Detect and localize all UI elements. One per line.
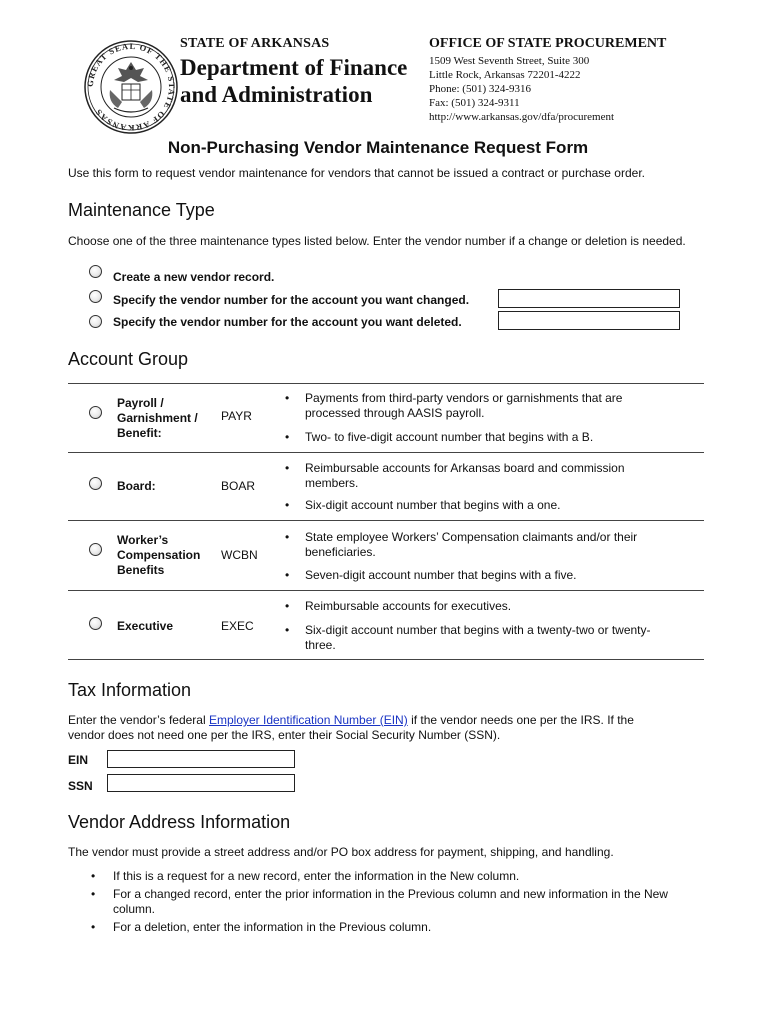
bullet-line: column. (113, 902, 156, 916)
office-name: OFFICE OF STATE PROCUREMENT (429, 36, 667, 51)
ein-link[interactable]: Employer Identification Number (EIN) (208, 713, 408, 727)
maintenance-instructions: Choose one of the three maintenance types listed below. Enter the vendor number if a change or deletion is needed. (68, 234, 686, 248)
office-phone: Phone: (501) 324-9316 (429, 83, 532, 95)
option-change-label: Specify the vendor number for the account you want changed. (113, 293, 470, 307)
bullet-line: members. (305, 476, 359, 490)
option-delete-label: Specify the vendor number for the account you want deleted. (113, 315, 462, 329)
account-group-heading: Account Group (68, 349, 189, 369)
group-boar-account-format: Six-digit account number that begins with a one. (305, 498, 561, 512)
radio-delete-vendor[interactable] (89, 315, 102, 328)
ssn-field[interactable] (107, 774, 295, 792)
bullet-marker: • (285, 623, 290, 637)
bullet-line: For a changed record, enter the prior information in the Previous column and new information in the New (113, 887, 668, 901)
radio-account-exec[interactable] (89, 617, 102, 630)
group-label-payr (117, 396, 198, 441)
radio-account-boar[interactable] (89, 477, 102, 490)
bullet-line: Payments from third-party vendors or garnishments that are (305, 391, 623, 405)
seal-text: GREAT SEAL OF THE STATE OF ARKANSAS (84, 40, 178, 134)
office-website-link[interactable]: http://www.arkansas.gov/dfa/procurement (429, 111, 615, 123)
bullet-marker: • (285, 461, 290, 475)
tax-information-heading: Tax Information (68, 680, 192, 700)
group-payr-account-format: Two- to five-digit account number that begins with a B. (305, 430, 594, 444)
address-bullet-new: If this is a request for a new record, enter the information in the New column. (113, 869, 520, 883)
group-label-line: Benefits (117, 563, 165, 577)
bullet-marker: • (91, 887, 96, 901)
office-fax: Fax: (501) 324-9311 (429, 97, 520, 109)
group-label-wcbn (117, 533, 200, 578)
radio-account-wcbn[interactable] (89, 543, 102, 556)
option-create-label: Create a new vendor record. (113, 270, 275, 284)
department-line-2: and Administration (180, 82, 373, 107)
tax-instructions (68, 713, 708, 743)
ein-label: EIN (68, 753, 89, 767)
radio-account-payr[interactable] (89, 406, 102, 419)
bullet-marker: • (285, 568, 290, 582)
group-exec-desc: Reimbursable accounts for executives. (305, 599, 512, 613)
tax-instructions-line-2: vendor does not need one per the IRS, enter their Social Security Number (SSN). (68, 728, 501, 742)
bullet-line: State employee Workers’ Compensation claimants and/or their (305, 530, 638, 544)
changed-vendor-number-field[interactable] (498, 289, 680, 308)
bullet-marker: • (91, 869, 96, 883)
office-address-1: 1509 West Seventh Street, Suite 300 (429, 55, 590, 67)
group-label-line: Garnishment / (117, 411, 198, 425)
department-line-1: Department of Finance (180, 55, 408, 80)
divider (68, 383, 704, 384)
bullet-marker: • (285, 430, 290, 444)
group-exec-account-format (305, 623, 651, 653)
group-code-boar: BOAR (221, 479, 256, 493)
bullet-marker: • (91, 920, 96, 934)
address-bullet-delete: For a deletion, enter the information in the Previous column. (113, 920, 432, 934)
bullet-marker: • (285, 530, 290, 544)
group-label-boar: Board: (117, 479, 156, 493)
form-intro: Use this form to request vendor maintenance for vendors that cannot be issued a contract or purchase order. (68, 166, 645, 180)
bullet-marker: • (285, 498, 290, 512)
bullet-line: beneficiaries. (305, 545, 376, 559)
tax-text: if the vendor needs one per the IRS. If the (407, 713, 634, 727)
group-label-exec: Executive (117, 619, 174, 633)
divider (68, 520, 704, 521)
tax-instructions-line-1 (68, 713, 708, 728)
vendor-address-intro: The vendor must provide a street address and/or PO box address for payment, shipping, and handling. (68, 845, 614, 859)
department-name (180, 54, 407, 108)
bullet-marker: • (285, 599, 290, 613)
form-title: Non-Purchasing Vendor Maintenance Request Form (167, 138, 589, 157)
bullet-line: Reimbursable accounts for Arkansas board and commission (305, 461, 625, 475)
arkansas-seal (84, 40, 178, 134)
radio-create-vendor[interactable] (89, 265, 102, 278)
group-label-line: Worker’s (117, 533, 169, 547)
group-wcbn-desc (305, 530, 637, 560)
divider (68, 659, 704, 660)
group-boar-desc (305, 461, 625, 491)
office-address-2: Little Rock, Arkansas 72201-4222 (429, 69, 581, 81)
group-wcbn-account-format: Seven-digit account number that begins with a five. (305, 568, 577, 582)
group-label-line: Payroll / (117, 396, 164, 410)
group-label-line: Compensation (117, 548, 201, 562)
address-bullet-change (113, 887, 668, 917)
bullet-marker: • (285, 391, 290, 405)
group-code-payr: PAYR (221, 409, 252, 423)
group-payr-desc (305, 391, 622, 421)
divider (68, 452, 704, 453)
maintenance-type-heading: Maintenance Type (68, 200, 215, 220)
bullet-line: processed through AASIS payroll. (305, 406, 485, 420)
ein-field[interactable] (107, 750, 295, 768)
ssn-label: SSN (68, 779, 93, 793)
state-name: STATE OF ARKANSAS (180, 36, 330, 51)
group-code-exec: EXEC (221, 619, 254, 633)
bullet-line: three. (305, 638, 336, 652)
office-contact (429, 54, 614, 124)
group-code-wcbn: WCBN (221, 548, 258, 562)
group-label-line: Benefit: (117, 426, 162, 440)
divider (68, 590, 704, 591)
tax-text: Enter the vendor’s federal (68, 713, 209, 727)
radio-change-vendor[interactable] (89, 290, 102, 303)
deleted-vendor-number-field[interactable] (498, 311, 680, 330)
bullet-line: Six-digit account number that begins with a twenty-two or twenty- (305, 623, 651, 637)
vendor-address-heading: Vendor Address Information (68, 812, 291, 832)
